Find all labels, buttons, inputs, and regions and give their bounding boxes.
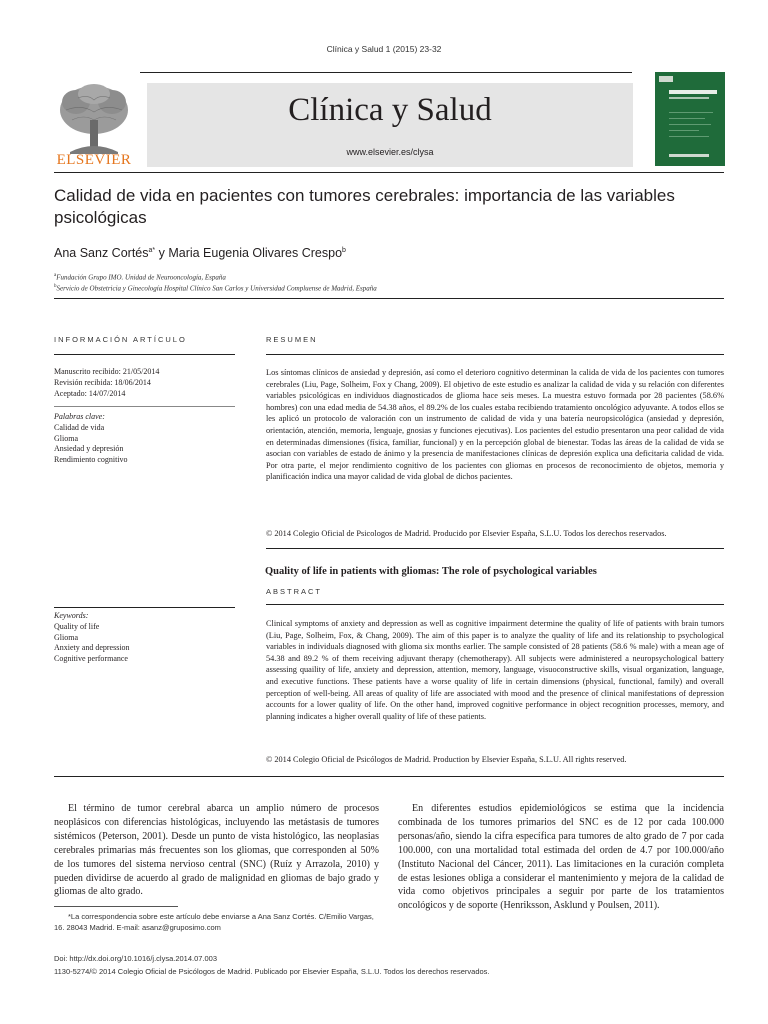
abstract-text: Clinical symptoms of anxiety and depression as well as cognitive impairment determine the quality of life of patients with brain tumors (Liu, Page, Solheim, Fox, & Chang, 2009). The aim of this paper is to analyze the quality of life and its relationship to psychological variables in individuals diagnosed with glioma six months earlier. The sample consisted of 28 patients (58.6 % male) with a mean age of 54.38 and 89.2 % of them receiving adjuvant therapy (chemotherapy). All subjects were administered a neuropsychological battery assessing quaility of life, anxiety and depression, attention, memory, language, visuoconstructive skills, visual organization, language, and executive functions. These patients have a worse quality of life in certain dimensions (physical, functional, family) and overall perception of well-being. All areas of quality of life are associated with mood and the presence of clinical manifestations of depression accounts for a lower quality of life. On the other hand, improved cognitive performance in object recognition processes, memory, and planning indicates a higher overall quality of life of these patients. — [266, 619, 724, 721]
doi-link[interactable]: Doi: http://dx.doi.org/10.1016/j.clysa.2014.07.003 — [54, 954, 218, 963]
author-list — [54, 246, 346, 260]
abstract-heading: ABSTRACT — [266, 587, 323, 596]
affiliation-item: $^a$Fundación Grupo IMO. Unidad de Neurooncología, España — [54, 273, 226, 282]
footer — [54, 952, 724, 978]
author-name: Maria Eugenia Olivares Crespo — [168, 246, 343, 260]
affiliation-item: $^b$Servicio de Obstetricia y Ginecología Hospital Clínico San Carlos y Universidad Compluense de Madrid, España — [54, 284, 377, 293]
author-affiliation-mark: b — [342, 246, 346, 254]
footer-copyright: 1130-5274/© 2014 Colegio Oficial de Psicólogos de Madrid. Publicado por Elsevier España, S.L.U. Todos los derechos reservados. — [54, 967, 490, 976]
article-info-heading: INFORMACIÓN ARTÍCULO — [54, 335, 187, 344]
keywords-en-rule — [54, 607, 235, 608]
keyword-item: Quality of life — [54, 621, 100, 631]
correspondence-footnote: *La correspondencia sobre este artículo debe enviarse a Ana Sanz Cortés. C/Emilio Vargas, 16. 28043 Madrid. E-mail: asanz@gruposimo.com — [54, 912, 374, 932]
keyword-item: Calidad de vida — [54, 422, 105, 432]
affiliation-rule — [54, 298, 724, 299]
keywords-label: Palabras clave: — [54, 412, 105, 421]
affiliations — [54, 271, 724, 294]
article-history — [54, 367, 235, 399]
keyword-item: Ansiedad y depresión — [54, 444, 124, 454]
abstract-copyright: © 2014 Colegio Oficial de Psicólogos de Madrid. Production by Elsevier España, S.L.U. All rights reserved. — [266, 755, 627, 764]
history-received: Manuscrito recibido: 21/05/2014 — [54, 367, 160, 376]
abstract-bottom-rule — [54, 776, 724, 777]
history-rule — [54, 406, 235, 407]
article-title: Calidad de vida en pacientes con tumores cerebrales: importancia de las variables psicológicas — [54, 186, 675, 227]
keywords-es — [54, 412, 235, 466]
footnote-rule — [54, 906, 178, 907]
resumen-copyright: © 2014 Colegio Oficial de Psicologos de Madrid. Producido por Elsevier España, S.L.U. Todos los derechos reservados. — [266, 529, 667, 538]
resumen-heading: RESUMEN — [266, 335, 318, 344]
body-paragraph-col2: En diferentes estudios epidemiológicos se estima que la incidencia combinada de los tumores primarios del SNC es de 12 por cada 100.000 personas/año, siendo la cifra específica para tumores de alto grado de 7 por cada 100.000, con una mortalidad total estimada del orden de 4.7 por 100.000/año (Instituto Nacional del Cáncer, 2011). Las limitaciones en la curación completa de estas lesiones obliga a considerar el mantenimiento y mejora de la calidad de vida como objetivos principales a seguir por parte de los tratamientos oncológicos y de soporte (Henriksson, Asklund y Poulsen, 2011). — [398, 803, 724, 912]
keywords-en-label: Keywords: — [54, 611, 89, 620]
history-accepted: Aceptado: 14/07/2014 — [54, 388, 126, 398]
resumen-rule — [266, 354, 724, 355]
journal-url[interactable]: www.elsevier.es/clysa — [346, 147, 434, 157]
info-rule — [54, 354, 235, 355]
keywords-en — [54, 611, 235, 665]
abstract-rule — [266, 604, 724, 605]
journal-title: Clínica y Salud — [288, 92, 492, 128]
resumen-text: Los síntomas clínicos de ansiedad y depresión, así como el deterioro cognitivo determinan la calida de vida de los pacientes con tumores cerebrales (Liu, Page, Solheim, Fox y Chang, 2009). El objetivo de este estudio es analizar la calidad de vida y su relación con diferentes variables psicológicas en individuos diagnosticados de glioma hace seis meses. La muestra estuvo formada por 28 pacientes (58.6% hombres) con una edad media de 54.38 años, el 89.2% de los cuales estaba recibiendo tratamiento oncológico adyuvante. A todos ellos se les aplicó un protocolo de valoración con un instrumento de calidad de vida y una batería neuropsicológica (ansiedad y depresión, orientación, atención, memoria, lenguaje, gnosias y funciones ejecutivas). Los pacientes del estudio presentaron una peor calidad de vida en determinadas dimensiones (física, familiar, funcional) y en la percepción global de bienestar. Todas las áreas de la calidad de vida se asocian con variables de estado de ánimo y la presencia de manifestaciones clínicas de depresión explica una deficitaria calidad de vida. Por otra parte, el mejor rendimiento cognitivo de los pacientes con gliomas en procesos de reconocimiento de objetos, memoria y planificación indica una mayor calidad de vida global de dichos pacientes. — [266, 368, 724, 482]
journal-citation: Clínica y Salud 1 (2015) 23-32 — [326, 44, 442, 54]
header-rule — [140, 72, 632, 73]
keyword-item: Glioma — [54, 433, 78, 443]
body-paragraph-col1: El término de tumor cerebral abarca un amplio número de procesos neoplásicos con diferencias histológicas, incluyendo las metástasis de tumores sistémicos (Peterson, 2001). Desde un punto de vista histológico, las neoplasias cerebrales primarias más frecuentes son los gliomas, que corresponden al 50% de los tumores del sistema nervioso central (SNC) (Ruíz y Arrazola, 2010) y pueden dividirse de acuerdo al grado de malignidad en gliomas de bajo grado y gliomas de alto grado. — [54, 803, 379, 898]
publisher-wordmark[interactable]: ELSEVIER — [56, 152, 132, 168]
keyword-item: Rendimiento cognitivo — [54, 455, 128, 465]
keyword-item: Anxiety and depression — [54, 643, 130, 653]
keyword-item: Cognitive performance — [54, 654, 128, 664]
author-name: Ana Sanz Cortés — [54, 246, 149, 260]
journal-cover-thumbnail — [655, 72, 725, 166]
resumen-bottom-rule — [266, 548, 724, 549]
journal-cover-art — [655, 72, 725, 166]
keyword-item: Glioma — [54, 632, 78, 642]
history-revised: Revisión recibida: 18/06/2014 — [54, 377, 151, 387]
header-bottom-rule — [54, 172, 724, 173]
author-affiliation-mark: a* — [148, 246, 156, 254]
english-title: Quality of life in patients with gliomas: The role of psychological variables — [265, 566, 597, 577]
author-connector: y — [155, 246, 169, 260]
